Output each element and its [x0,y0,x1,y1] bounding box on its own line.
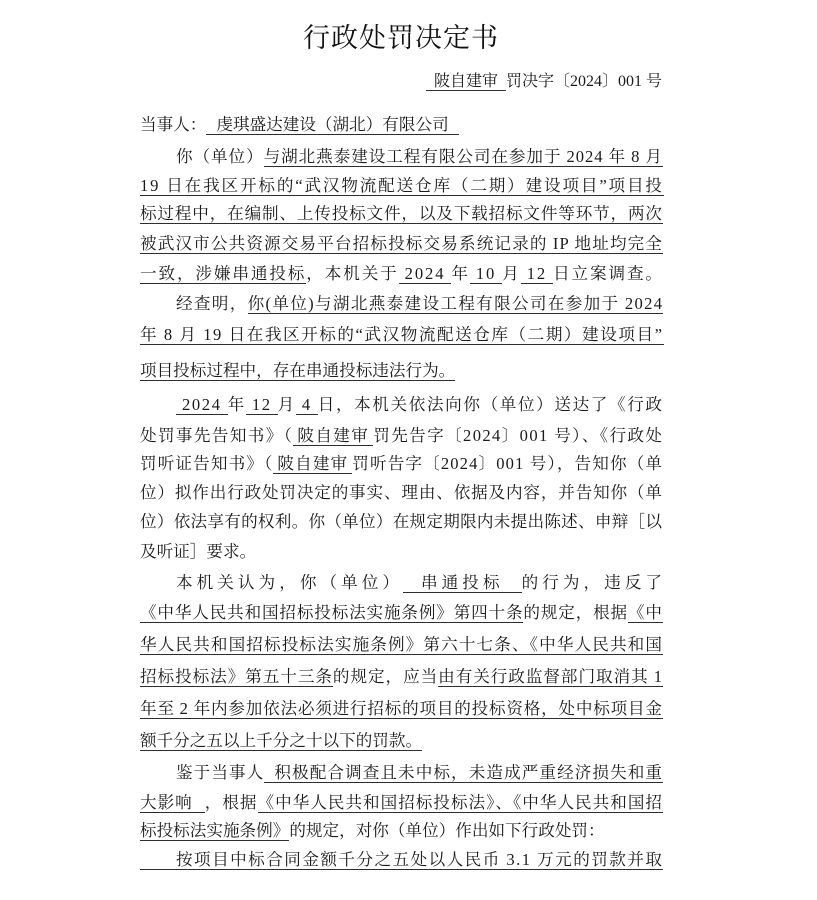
paragraph-line [140,481,662,505]
party-line [140,113,662,137]
paragraph-line [140,848,662,872]
underlined-text: 19 日在我区开标的“武汉物流配送仓库（二期）建设项目”项目投 [140,176,664,195]
mitigating-circumstances-blank: 大影响 [140,793,205,813]
underlined-text: 华人民共和国招标投标法实施条例》第六十七条、《中华人民共和国 [140,635,664,654]
text-segment: 月 [502,264,521,283]
text-segment: 罚听告字〔2024〕001 号），告知你（单 [352,454,664,473]
penalty-content-blank: 按项目中标合同金额千分之五处以人民币 3.1 万元的罚款并取 [140,850,663,870]
text-segment: 罚听证告知书》（ [140,454,274,473]
paragraph-line [140,174,662,198]
text-segment: 的规定，应当 [332,667,439,686]
paragraph-line [140,323,662,347]
text-segment: 日，本机关依法向你（单位）送达了《行政 [317,395,664,414]
paragraph-line [140,665,662,689]
paragraph-line [140,601,662,625]
text-segment: 处罚事先告知书》（ [140,426,294,445]
issuer-abbreviation-blank: 陂自建审 [273,454,352,474]
filing-day-blank: 12 [521,264,553,284]
paragraph-line [140,761,662,785]
text-segment: 的行为，违反了 [521,573,667,592]
text-segment: 经查明， [176,294,248,313]
paragraph-line [140,697,662,721]
underlined-text: 项目投标过程中，存在串通投标违法行为。 [140,361,456,380]
underlined-text: 招标投标法》第五十三条 [140,667,333,686]
text-segment: 本机关认为，你（单位） [176,573,404,592]
text-segment: 位）依法享有的权利。你（单位）在规定期限内未提出陈述、申辩［以 [140,512,663,531]
issuer-abbreviation-blank: 陂自建审 [293,426,373,446]
paragraph-line [140,424,662,448]
underlined-text: 额千分之五以上千分之十以下的罚款。 [140,731,423,750]
notice-month-blank: 12 [246,395,278,415]
underlined-text: 标过程中，在编制、上传投标文件，以及下载招标文件等环节，两次 [140,204,663,223]
paragraph-line [140,202,662,226]
paragraph-line [140,510,662,534]
filing-year-blank: 2024 [399,264,452,284]
paragraph-line [140,633,662,657]
party-name: 虔琪盛达建设（湖北）有限公司 [206,115,458,135]
text-segment: 月 [277,395,296,414]
document-number [426,70,662,94]
text-segment: 年 [451,264,470,283]
paragraph-line [140,791,662,815]
notice-day-blank: 4 [296,395,318,415]
mitigating-circumstances-blank: 积极配合调查且未中标，未造成严重经济损失和重 [264,763,663,783]
paragraph-line [140,729,662,753]
paragraph-line [140,819,662,843]
text-segment: 年 [227,395,246,414]
text-segment: 及听证］要求。 [140,542,257,561]
filing-month-blank: 10 [470,264,502,284]
underlined-text: 《中 [628,603,663,622]
text-segment: 罚先告字〔2024〕001 号）、《行政处 [373,426,664,445]
paragraph-line [140,262,662,286]
paragraph-line [140,359,662,383]
underlined-text: 年 8 月 19 日在我区开标的“武汉物流配送仓库（二期）建设项目” [140,325,664,344]
paragraph-line [140,393,662,417]
paragraph-line [140,232,662,256]
decision-number: 罚决字〔2024〕001 号 [505,73,662,90]
underlined-text: 由有关行政监督部门取消其 1 [438,667,663,686]
party-label: 当事人： [140,115,207,134]
text-segment: 你（单位） [176,147,264,166]
paragraph-line [140,292,662,316]
underlined-text: 标投标法实施条例》 [140,821,290,840]
text-segment: 的规定，对你（单位）作出如下行政处罚： [289,821,605,840]
paragraph-line [140,145,662,169]
underlined-text: 《中华人民共和国招标投标法》、《中华人民共和国招 [257,793,663,812]
underlined-text: 与湖北燕泰建设工程有限公司在参加于 2024 年 8 月 [263,147,663,166]
document-title: 行政处罚决定书 [303,23,499,53]
underlined-text: 被武汉市公共资源交易平台招标投标交易系统记录的 IP 地址均完全 [140,234,664,253]
underlined-text: 你(单位)与湖北燕泰建设工程有限公司在参加于 2024 [247,294,664,313]
underlined-text: 年至 2 年内参加依法必须进行招标的项目的投标资格，处中标项目金 [140,699,663,718]
text-segment: 日立案调查。 [553,264,664,283]
violation-type-blank: 串通投标 [403,573,522,593]
paragraph-line [140,540,662,564]
underlined-text: 一致，涉嫌串通投标 [140,264,307,283]
paragraph-line [140,452,662,476]
issuer-abbreviation: 陂自建审 [426,73,506,91]
paragraph-line [140,571,667,595]
text-segment: 鉴于当事人 [176,763,265,782]
text-segment: ，根据 [204,793,258,812]
underlined-text: 《中华人民共和国招标投标法实施条例》第四十条 [140,603,524,622]
text-segment: ，本机关于 [306,264,399,283]
text-segment: 位）拟作出行政处罚决定的事实、理由、依据及内容，并告知你（单 [140,483,663,502]
notice-year-blank: 2024 [176,395,228,415]
text-segment: 的规定，根据 [523,603,628,622]
